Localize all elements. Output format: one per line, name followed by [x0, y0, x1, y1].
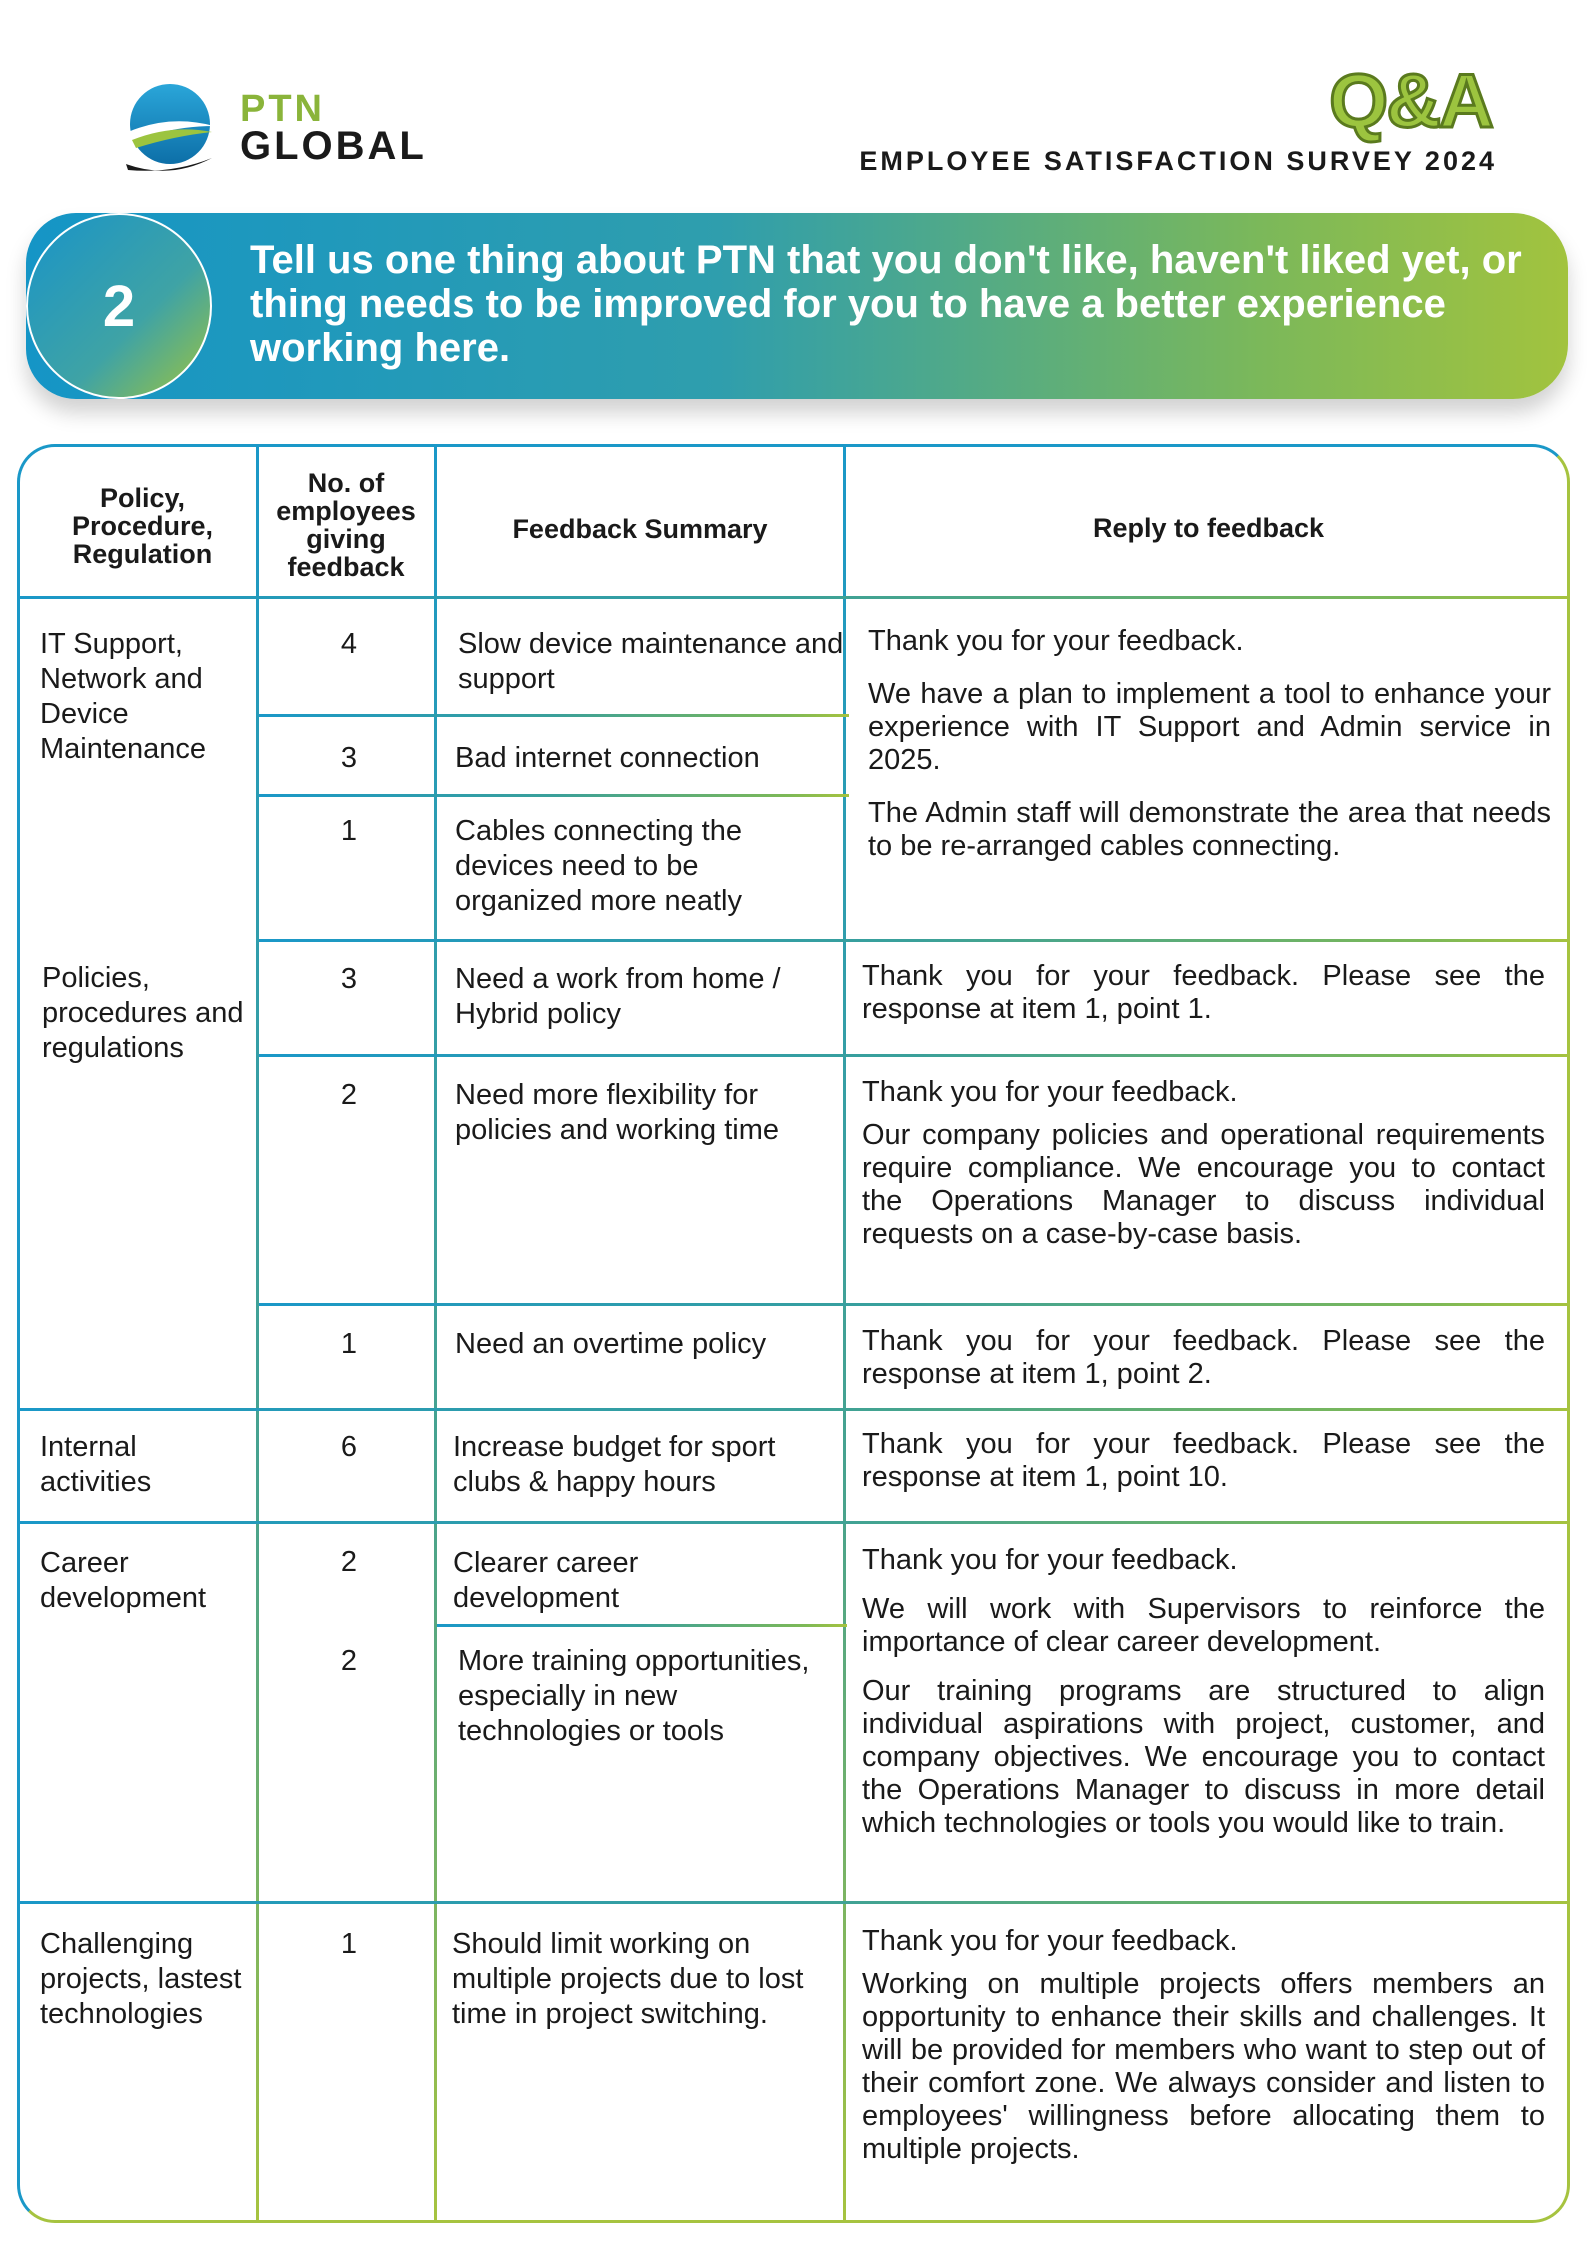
row-divider	[259, 714, 849, 717]
row-divider	[259, 1303, 1568, 1306]
feedback-summary: Increase budget for sport clubs & happy hours	[453, 1431, 776, 1498]
row-divider	[259, 1054, 1568, 1057]
feedback-summary: Need more flexibility for policies and working time	[455, 1079, 779, 1146]
feedback-count: 2	[340, 1546, 358, 1578]
row-divider	[259, 794, 849, 797]
reply-paragraph: We will work with Supervisors to reinforce the importance of clear career development.	[862, 1593, 1545, 1658]
reply-career-development	[862, 1544, 1545, 1860]
reply-flexibility	[862, 1076, 1545, 1271]
reply-internal-activities	[862, 1428, 1545, 1514]
feedback-count: 1	[340, 1328, 358, 1360]
column-header-reply: Reply to feedback	[1092, 513, 1325, 543]
feedback-summary: Bad internet connection	[455, 742, 760, 774]
feedback-count: 3	[340, 742, 358, 774]
feedback-summary: Need an overtime policy	[455, 1328, 767, 1360]
feedback-count: 4	[340, 628, 358, 660]
row-divider	[259, 939, 1568, 942]
reply-paragraph: We have a plan to implement a tool to enhance your experience with IT Support and Admin service in 2025.	[868, 678, 1551, 776]
feedback-summary: Cables connecting the devices need to be organized more neatly	[455, 815, 742, 917]
feedback-count: 6	[340, 1431, 358, 1463]
column-header-policy: Policy, Procedure, Regulation	[71, 483, 214, 569]
reply-paragraph: Our company policies and operational requirements require compliance. We encourage you to contact the Operations Manager to discuss individual requests on a case-by-case basis.	[862, 1119, 1545, 1250]
reply-paragraph: Thank you for your feedback. Please see the response at item 1, point 1.	[862, 960, 1545, 1025]
reply-overtime	[862, 1325, 1545, 1411]
feedback-count: 3	[340, 963, 358, 995]
category-challenging-projects: Challenging projects, lastest technologies	[40, 1928, 242, 2030]
survey-title: EMPLOYEE SATISFACTION SURVEY 2024	[859, 146, 1497, 176]
category-it-support: IT Support, Network and Device Maintenance	[40, 628, 207, 765]
qa-title: Q&A	[1329, 59, 1492, 144]
reply-paragraph: Thank you for your feedback.	[862, 1076, 1238, 1108]
reply-paragraph: Working on multiple projects offers members an opportunity to enhance their skills and challenges. It will be provided for members who want to step out of their comfort zone. We always consider and listen to employees' willingness before allocating them to multiple projects.	[862, 1968, 1545, 2165]
question-number: 2	[26, 213, 212, 399]
reply-paragraph: Thank you for your feedback.	[862, 1925, 1238, 1957]
reply-paragraph: Thank you for your feedback. Please see the response at item 1, point 10.	[862, 1428, 1545, 1493]
feedback-count: 1	[340, 815, 358, 847]
feedback-count: 1	[340, 1928, 358, 1960]
feedback-summary: Clearer career development	[453, 1547, 639, 1614]
ptn-global-logo-icon	[122, 80, 218, 180]
logo-text-global: GLOBAL	[240, 124, 427, 168]
feedback-count: 2	[340, 1079, 358, 1111]
question-text: Tell us one thing about PTN that you don't like, haven't liked yet, or thing needs to be improved for you to have a better experience working here.	[250, 238, 1522, 370]
feedback-summary: More training opportunities, especially in new technologies or tools	[458, 1645, 810, 1747]
row-divider	[437, 1624, 847, 1627]
reply-paragraph: Our training programs are structured to align individual aspirations with project, customer, and company objectives. We encourage you to contact the Operations Manager to discuss in more detail which technologies or tools you would like to train.	[862, 1675, 1545, 1839]
reply-paragraph: Thank you for your feedback. Please see the response at item 1, point 2.	[862, 1325, 1545, 1390]
feedback-summary: Should limit working on multiple projects due to lost time in project switching.	[452, 1928, 804, 2030]
reply-paragraph: The Admin staff will demonstrate the area that needs to be re-arranged cables connecting.	[868, 797, 1551, 862]
reply-hybrid-policy	[862, 960, 1545, 1046]
row-divider	[19, 1521, 1568, 1524]
category-internal-activities: Internal activities	[40, 1431, 152, 1498]
reply-it-support	[868, 625, 1551, 883]
row-divider	[19, 1901, 1568, 1904]
reply-paragraph: Thank you for your feedback.	[868, 625, 1244, 657]
feedback-summary: Need a work from home / Hybrid policy	[455, 963, 781, 1030]
feedback-count: 2	[340, 1645, 358, 1677]
feedback-summary: Slow device maintenance and support	[458, 628, 844, 695]
category-policies: Policies, procedures and regulations	[42, 962, 244, 1064]
category-career-development: Career development	[40, 1547, 207, 1614]
logo-text-ptn: PTN	[240, 88, 325, 130]
reply-paragraph: Thank you for your feedback.	[862, 1544, 1238, 1576]
reply-challenging-projects	[862, 1925, 1545, 2186]
row-divider	[19, 596, 1568, 599]
column-header-summary: Feedback Summary	[512, 514, 768, 544]
column-header-count: No. of employees giving feedback	[276, 468, 416, 582]
column-divider	[256, 446, 259, 2221]
